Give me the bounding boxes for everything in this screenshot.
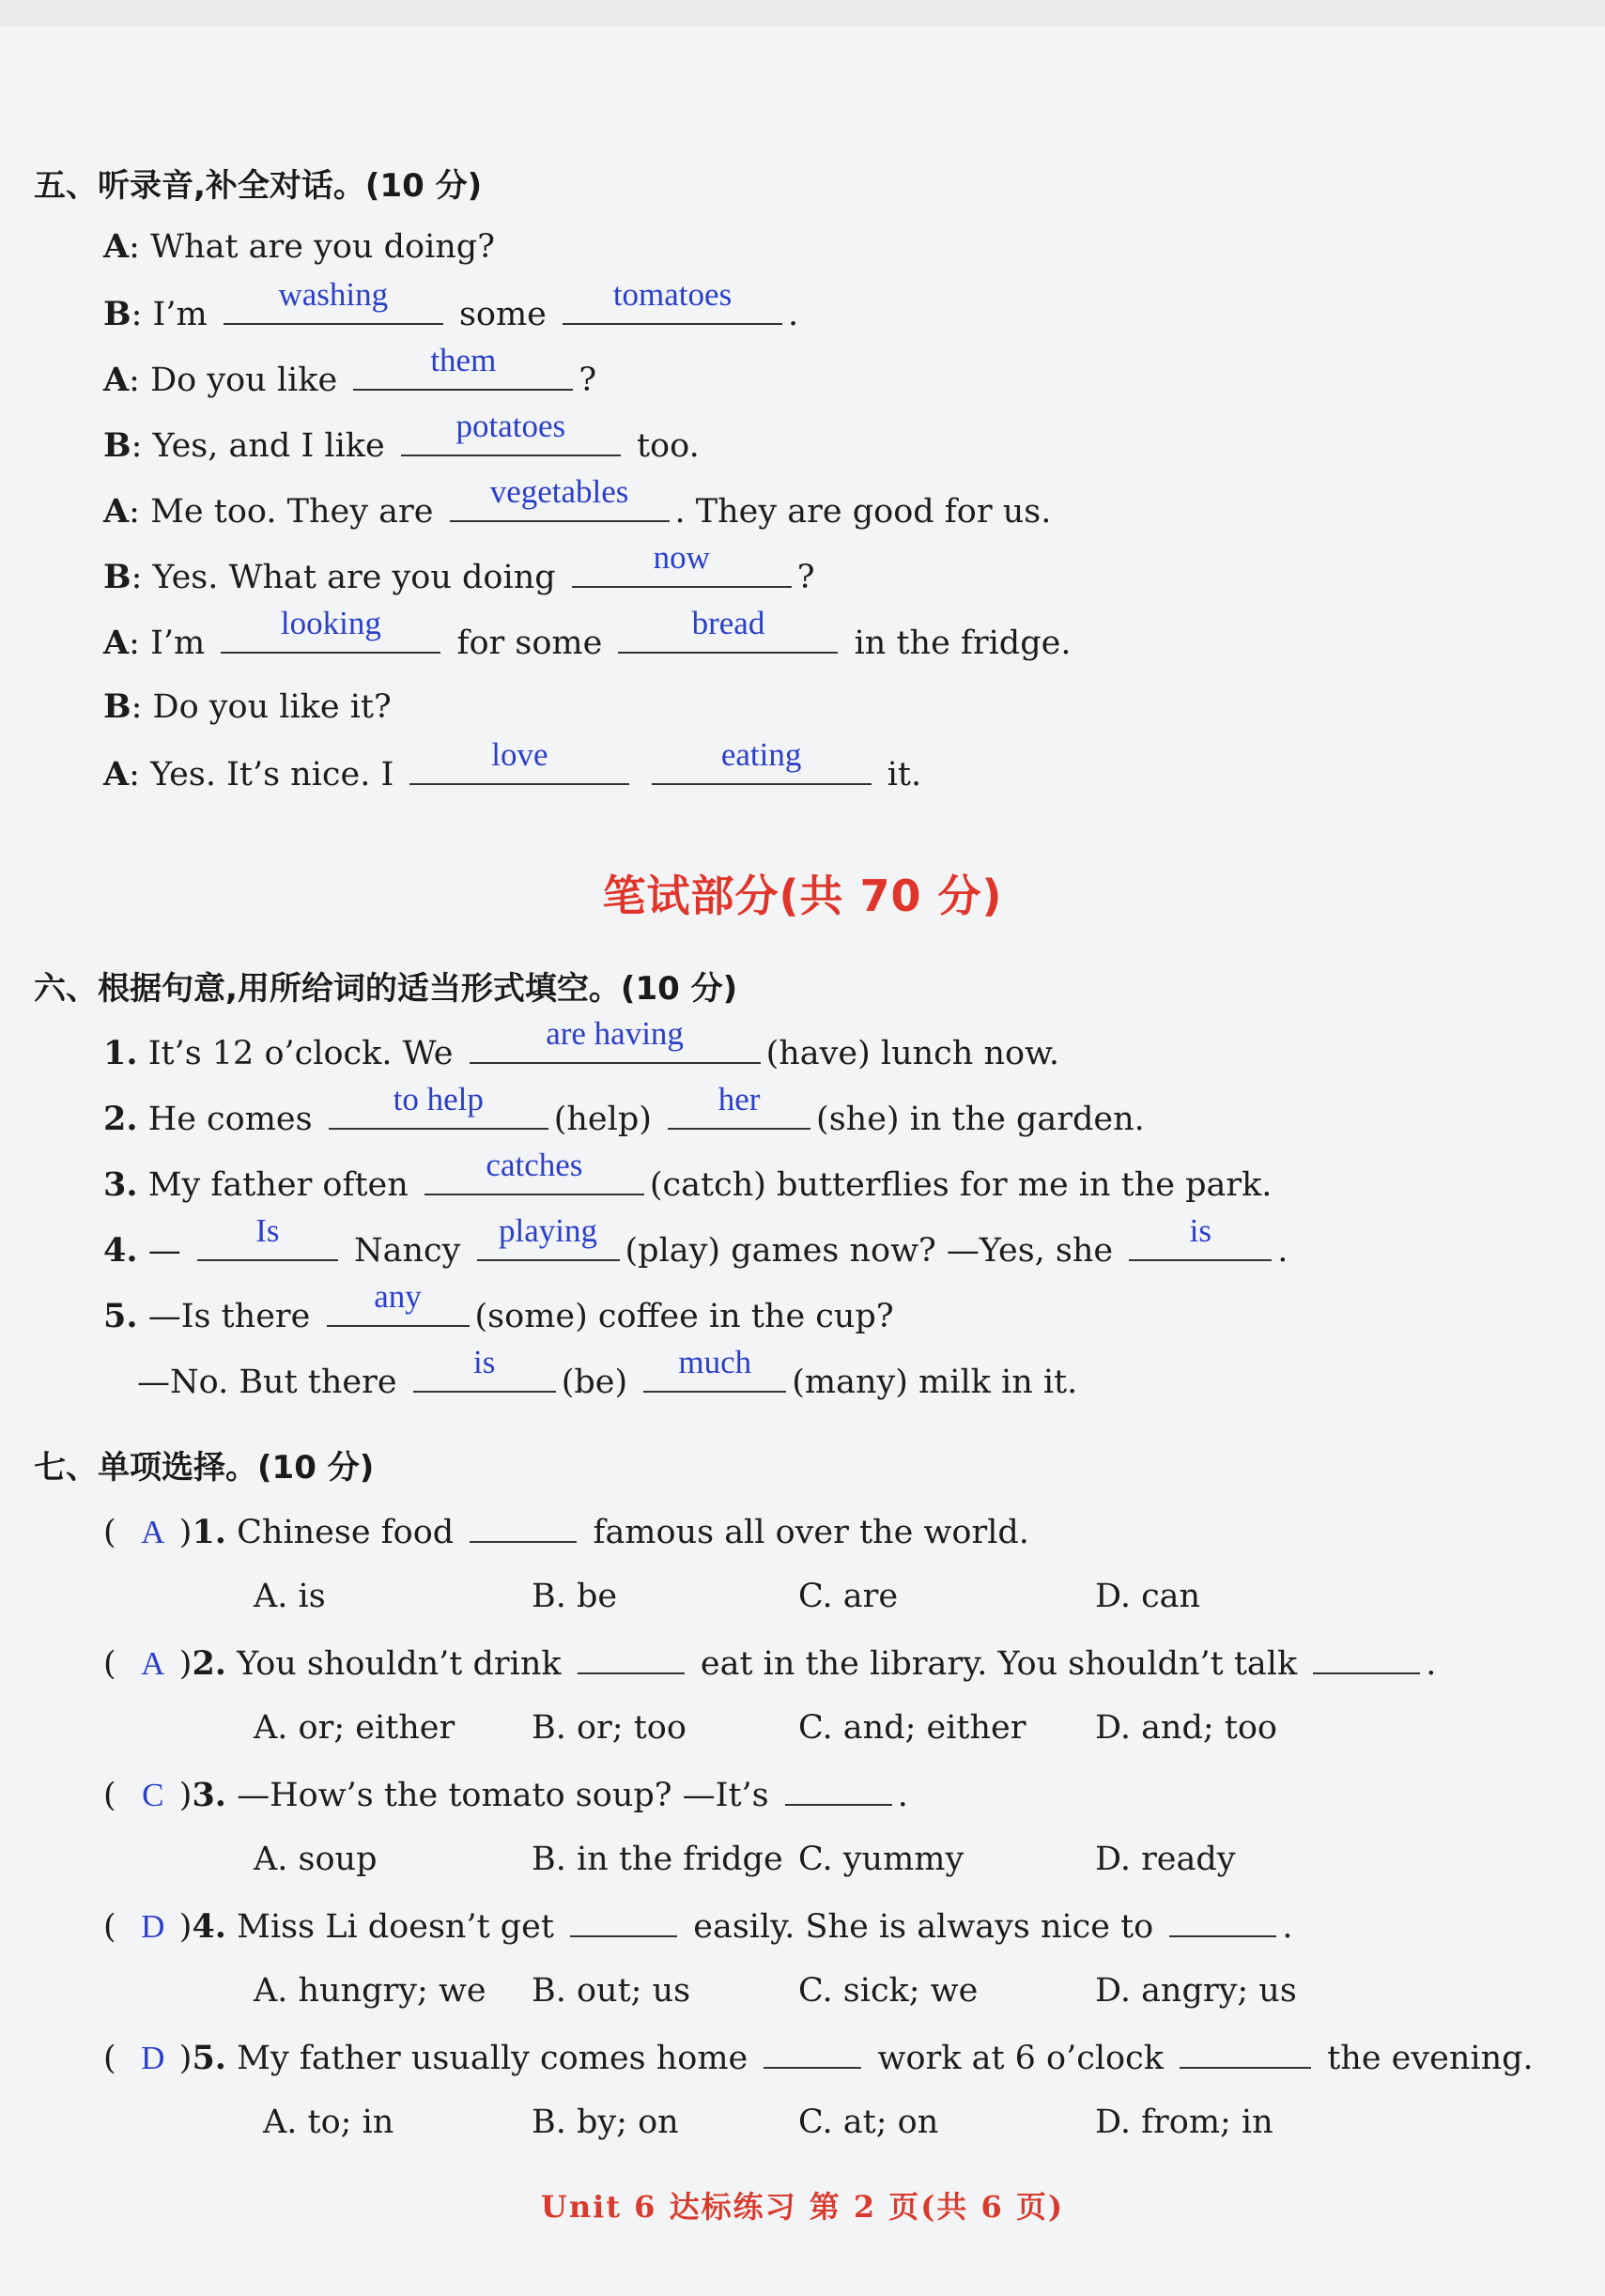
option-d[interactable]: D. from; in	[1095, 2103, 1273, 2141]
speaker: B	[103, 687, 131, 726]
line-text: (she) in the garden.	[816, 1101, 1145, 1138]
answer-blank[interactable]	[197, 1212, 338, 1261]
stem-text: easily. She is always nice to	[693, 1908, 1154, 1946]
fill-question-5	[103, 1278, 894, 1338]
stem-text: .	[1426, 1645, 1437, 1683]
written-part-title: 笔试部分(共 70 分)	[602, 871, 1003, 921]
option-a[interactable]: A. or; either	[254, 1709, 455, 1747]
answer-blank[interactable]	[618, 605, 838, 654]
option-b[interactable]: B. out; us	[532, 1972, 691, 2010]
question-number: 5.	[103, 1297, 138, 1335]
choice-question-2: ( A )2. You shouldn’t drink eat in the library. You shouldn’t talk .	[103, 1639, 1436, 1687]
stem-text: work at 6 o’clock	[877, 2040, 1164, 2077]
line-text: I’m	[152, 296, 208, 333]
handwritten-answer: potatoes	[455, 408, 566, 444]
handwritten-answer: are having	[546, 1015, 684, 1052]
handwritten-answer: vegetables	[489, 473, 629, 510]
handwritten-answer: them	[430, 342, 497, 378]
handwritten-answer: washing	[278, 276, 389, 313]
top-shadow	[0, 0, 1605, 26]
answer-blank	[470, 1507, 577, 1543]
option-b[interactable]: B. or; too	[532, 1709, 687, 1747]
question-number: 1.	[192, 1513, 226, 1551]
stem-text: You shouldn’t drink	[237, 1645, 562, 1683]
question-number: 2.	[192, 1644, 226, 1683]
answer-blank[interactable]	[668, 1081, 810, 1130]
line-text: .	[788, 296, 799, 333]
answer-blank[interactable]	[224, 276, 443, 325]
line-text: Yes. It’s nice. I	[150, 756, 394, 794]
answer-blank[interactable]	[643, 1344, 786, 1393]
option-b[interactable]: B. be	[532, 1578, 618, 1615]
line-text: it.	[887, 756, 922, 794]
answer-blank[interactable]	[563, 276, 782, 325]
choice-question-5: ( D )5. My father usually comes home work at 6 o’clock the evening.	[103, 2033, 1534, 2082]
question-number: 2.	[103, 1100, 138, 1138]
line-text: ?	[796, 559, 815, 596]
handwritten-answer: any	[374, 1278, 422, 1315]
line-text: too.	[636, 427, 700, 465]
answer-blank	[785, 1770, 892, 1806]
line-text: —Is there	[147, 1298, 311, 1335]
line-text: for some	[456, 624, 603, 662]
line-text: —No. But there	[137, 1364, 397, 1401]
option-b[interactable]: B. in the fridge	[532, 1841, 783, 1878]
handwritten-answer: her	[718, 1081, 761, 1117]
option-c[interactable]: C. sick; we	[798, 1972, 979, 2010]
handwritten-answer: playing	[499, 1212, 598, 1249]
line-text: Yes. What are you doing	[152, 559, 556, 596]
line-text: What are you doing?	[150, 228, 495, 266]
handwritten-answer: much	[678, 1344, 752, 1380]
section-6-title: 六、根据句意,用所给词的适当形式填空。(10 分)	[34, 970, 738, 1008]
handwritten-answer: catches	[486, 1147, 583, 1183]
answer-blank	[1169, 1902, 1276, 1937]
line-text: . They are good for us.	[674, 493, 1052, 531]
option-d[interactable]: D. ready	[1095, 1841, 1236, 1878]
line-text: —	[147, 1232, 181, 1270]
choice-question-4: ( D )4. Miss Li doesn’t get easily. She is always nice to .	[103, 1902, 1293, 1950]
handwritten-answer: tomatoes	[612, 276, 733, 313]
stem-text: eat in the library. You shouldn’t talk	[700, 1645, 1298, 1683]
line-text: Yes, and I like	[152, 427, 385, 465]
stem-text: famous all over the world.	[593, 1514, 1029, 1551]
speaker: B	[103, 558, 131, 596]
option-c[interactable]: C. are	[798, 1578, 899, 1615]
stem-text: Chinese food	[237, 1514, 455, 1551]
answer-blank[interactable]	[450, 473, 670, 522]
handwritten-answer: Is	[255, 1212, 280, 1249]
dialogue-line-8: B: Do you like it?	[103, 687, 392, 726]
section-7-title: 七、单项选择。(10 分)	[34, 1449, 375, 1487]
answer-blank[interactable]	[477, 1212, 620, 1261]
question-number: 4.	[192, 1907, 226, 1946]
dialogue-line-5: A: Me too. They are vegetables . They are good for us.	[103, 473, 1052, 531]
option-b[interactable]: B. by; on	[532, 2103, 679, 2141]
line-text: (play) games now? —Yes, she	[625, 1232, 1114, 1270]
answer-blank[interactable]	[1129, 1212, 1272, 1261]
question-number: 4.	[103, 1231, 138, 1270]
stem-text: .	[1282, 1908, 1293, 1946]
section-5-title: 五、听录音,补全对话。(10 分)	[34, 167, 483, 205]
handwritten-answer: is	[1189, 1212, 1211, 1249]
answer-blank	[1180, 2033, 1311, 2069]
fill-question-2	[103, 1081, 1145, 1141]
handwritten-answer: eating	[720, 736, 802, 773]
line-text: (have) lunch now.	[765, 1035, 1059, 1072]
option-c[interactable]: C. and; either	[798, 1709, 1026, 1747]
speaker: A	[103, 624, 130, 662]
choice-answer[interactable]: D	[141, 1908, 165, 1945]
fill-question-5b	[137, 1344, 1078, 1404]
option-a[interactable]: A. is	[254, 1578, 326, 1615]
fill-question-1	[103, 1015, 1059, 1075]
line-text: .	[1277, 1232, 1289, 1270]
stem-text: —How’s the tomato soup? —It’s	[237, 1777, 769, 1814]
line-text: He comes	[147, 1101, 313, 1138]
option-a[interactable]: A. to; in	[263, 2103, 394, 2141]
line-text: Me too. They are	[150, 493, 434, 531]
line-text: (some) coffee in the cup?	[474, 1298, 894, 1335]
dialogue-line-2: B: I’m washing some tomatoes .	[103, 276, 799, 333]
line-text: some	[458, 296, 547, 333]
fill-question-3	[103, 1147, 1273, 1207]
answer-blank[interactable]	[327, 1278, 470, 1327]
answer-blank[interactable]	[572, 539, 792, 588]
answer-blank[interactable]	[413, 1344, 556, 1393]
question-number: 5.	[192, 2039, 226, 2077]
dialogue-line-9: A: Yes. It’s nice. I love eating it.	[103, 736, 922, 794]
dialogue-line-1: A: What are you doing?	[103, 227, 495, 266]
line-text: (many) milk in it.	[792, 1364, 1078, 1401]
answer-blank	[570, 1902, 677, 1937]
answer-blank	[1313, 1639, 1420, 1674]
answer-blank[interactable]	[353, 342, 573, 391]
speaker: A	[103, 361, 130, 399]
handwritten-answer: love	[491, 736, 548, 773]
speaker: A	[103, 227, 130, 266]
speaker: B	[103, 426, 131, 465]
answer-blank[interactable]	[424, 1147, 644, 1195]
choice-answer[interactable]: C	[142, 1777, 164, 1813]
option-c[interactable]: C. at; on	[798, 2103, 939, 2141]
fill-question-4	[103, 1212, 1289, 1272]
line-text: Nancy	[353, 1232, 461, 1270]
answer-blank	[764, 2033, 861, 2069]
choice-question-3: ( C )3. —How’s the tomato soup? —It’s .	[103, 1770, 908, 1819]
answer-blank	[578, 1639, 685, 1674]
handwritten-answer: looking	[280, 605, 381, 641]
choice-answer[interactable]: A	[141, 1645, 165, 1682]
line-text: (be)	[561, 1364, 628, 1401]
handwritten-answer: to help	[393, 1081, 484, 1117]
question-number: 1.	[103, 1034, 138, 1072]
choice-answer[interactable]: D	[141, 2040, 165, 2076]
option-a[interactable]: A. soup	[254, 1841, 378, 1878]
speaker: B	[103, 295, 131, 333]
question-number: 3.	[192, 1776, 226, 1814]
answer-blank[interactable]	[470, 1015, 761, 1064]
stem-text: My father usually comes home	[237, 2040, 748, 2077]
line-text: It’s 12 o’clock. We	[147, 1035, 454, 1072]
line-text: in the fridge.	[854, 624, 1072, 662]
dialogue-line-6: B: Yes. What are you doing now ?	[103, 539, 815, 596]
answer-blank[interactable]	[329, 1081, 548, 1130]
answer-blank[interactable]	[401, 408, 621, 456]
stem-text: the evening.	[1327, 2040, 1534, 2077]
option-c[interactable]: C. yummy	[798, 1841, 965, 1878]
dialogue-line-7: A: I’m looking for some bread in the fridge.	[103, 605, 1072, 662]
line-text: (help)	[553, 1101, 652, 1138]
speaker: A	[103, 492, 130, 531]
line-text: ?	[579, 362, 597, 399]
line-text: (catch) butterflies for me in the park.	[649, 1166, 1273, 1204]
speaker: A	[103, 755, 130, 794]
handwritten-answer: is	[473, 1344, 496, 1380]
stem-text: .	[897, 1777, 908, 1814]
choice-answer[interactable]: A	[141, 1514, 165, 1550]
handwritten-answer: now	[653, 539, 710, 576]
option-d[interactable]: D. angry; us	[1095, 1972, 1297, 2010]
line-text: Do you like	[150, 362, 338, 399]
option-d[interactable]: D. and; too	[1095, 1709, 1278, 1747]
line-text: My father often	[147, 1166, 409, 1204]
option-a[interactable]: A. hungry; we	[254, 1972, 486, 2010]
answer-blank[interactable]	[652, 736, 872, 785]
option-d[interactable]: D. can	[1095, 1578, 1201, 1615]
line-text: I’m	[150, 624, 206, 662]
handwritten-answer: bread	[691, 605, 765, 641]
dialogue-line-4: B: Yes, and I like potatoes too.	[103, 408, 700, 465]
choice-question-1: ( A )1. Chinese food famous all over the world.	[103, 1507, 1029, 1556]
page-footer: Unit 6 达标练习 第 2 页(共 6 页)	[540, 2189, 1065, 2225]
answer-blank[interactable]	[409, 736, 629, 785]
stem-text: Miss Li doesn’t get	[237, 1908, 554, 1946]
question-number: 3.	[103, 1165, 138, 1204]
dialogue-line-3: A: Do you like them ?	[103, 342, 597, 399]
line-text: Do you like it?	[152, 688, 392, 726]
answer-blank[interactable]	[221, 605, 440, 654]
